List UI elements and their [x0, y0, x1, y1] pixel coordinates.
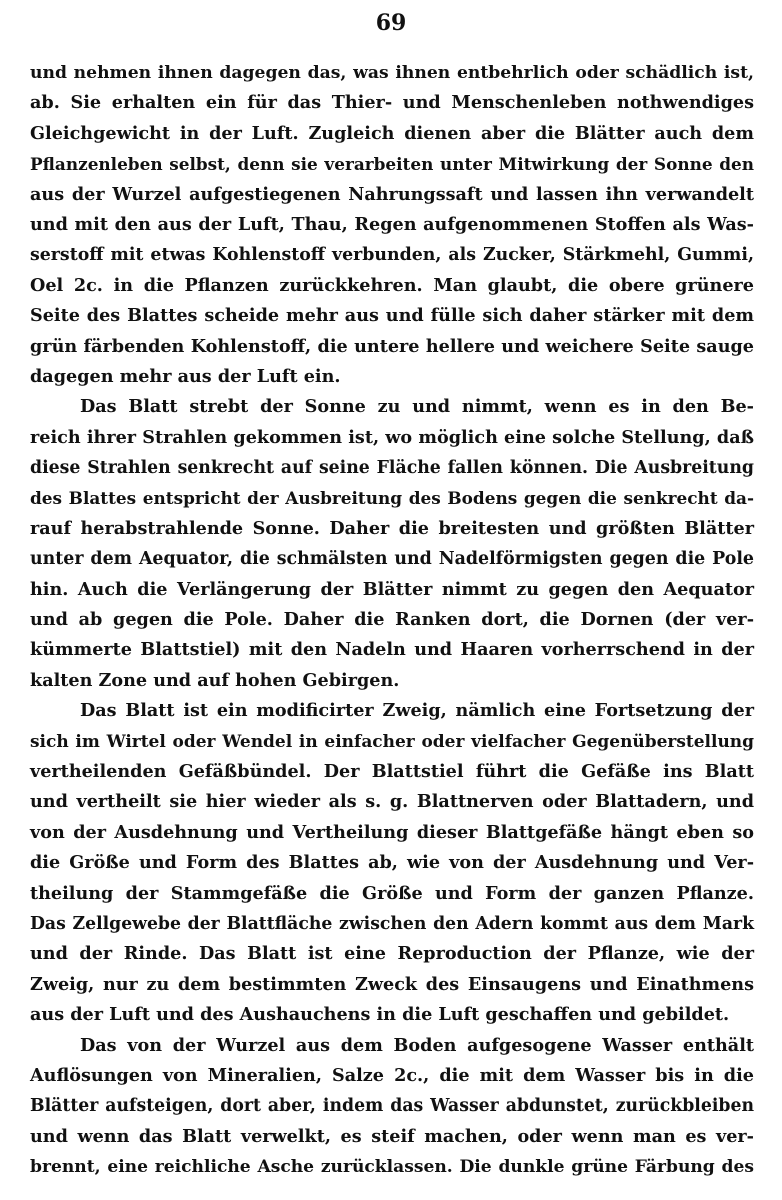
- text-line: Seite des Blattes scheide mehr aus und fülle sich daher stärker mit dem: [30, 305, 754, 327]
- text-line: und wenn das Blatt verwelkt, es steif machen, oder wenn man es ver-: [30, 1125, 754, 1147]
- text-line: grün färbenden Kohlenstoff, die untere hellere und weichere Seite sauge: [30, 335, 754, 357]
- text-line: ab. Sie erhalten ein für das Thier- und Menschenleben nothwendiges: [30, 92, 754, 114]
- text-line: Pflanzenleben selbst, denn sie verarbeiten unter Mitwirkung der Sonne den: [30, 154, 754, 175]
- text-line: theilung der Stammgefäße die Größe und Form der ganzen Pflanze.: [30, 882, 754, 904]
- text-line: und ab gegen die Pole. Daher die Ranken dort, die Dornen (der ver-: [30, 609, 754, 631]
- text-line: rauf herabstrahlende Sonne. Daher die breitesten und größten Blätter: [30, 517, 754, 539]
- text-line: die Größe und Form des Blattes ab, wie von der Ausdehnung und Ver-: [30, 852, 754, 874]
- text-line: Oel 2c. in die Pflanzen zurückkehren. Man glaubt, die obere grünere: [30, 274, 754, 296]
- text-line: serstoff mit etwas Kohlenstoff verbunden, als Zucker, Stärkmehl, Gummi,: [30, 245, 754, 266]
- text-line: und vertheilt sie hier wieder als s. g. Blattnerven oder Blattadern, und: [30, 791, 754, 813]
- text-line: und der Rinde. Das Blatt ist eine Reproduction der Pflanze, wie der: [30, 943, 754, 965]
- text-line: diese Strahlen senkrecht auf seine Fläche fallen können. Die Ausbreitung: [30, 458, 754, 479]
- text-line: und nehmen ihnen dagegen das, was ihnen entbehrlich oder schädlich ist,: [30, 63, 754, 83]
- text-line: vertheilenden Gefäßbündel. Der Blattstiel führt die Gefäße ins Blatt: [30, 760, 754, 782]
- text-line: von der Ausdehnung und Vertheilung dieser Blattgefäße hängt eben so: [30, 821, 754, 843]
- body-text: [30, 58, 754, 1182]
- text-line: des Blattes entspricht der Ausbreitung des Bodens gegen die senkrecht da-: [30, 488, 754, 509]
- text-line: reich ihrer Strahlen gekommen ist, wo möglich eine solche Stellung, daß: [30, 426, 754, 448]
- text-line: brennt, eine reichliche Asche zurücklassen. Die dunkle grüne Färbung des: [30, 1157, 754, 1178]
- text-line: Das Blatt ist ein modificirter Zweig, nämlich eine Fortsetzung der: [80, 700, 754, 722]
- text-line: Gleichgewicht in der Luft. Zugleich dienen aber die Blätter auch dem: [30, 122, 754, 144]
- text-line: sich im Wirtel oder Wendel in einfacher oder vielfacher Gegenüberstellung: [30, 731, 754, 752]
- text-line: Das von der Wurzel aus dem Boden aufgesogene Wasser enthält: [80, 1034, 754, 1056]
- page-number: 69: [375, 10, 407, 36]
- text-line: Zweig, nur zu dem bestimmten Zweck des Einsaugens und Einathmens: [30, 973, 754, 995]
- text-line: kümmerte Blattstiel) mit den Nadeln und Haaren vorherrschend in der: [30, 639, 754, 661]
- text-line: aus der Wurzel aufgestiegenen Nahrungssaft und lassen ihn verwandelt: [30, 183, 754, 205]
- text-line: Blätter aufsteigen, dort aber, indem das Wasser abdunstet, zurückbleiben: [30, 1096, 754, 1117]
- text-line: Das Zellgewebe der Blattfläche zwischen den Adern kommt aus dem Mark: [30, 913, 754, 934]
- text-line: hin. Auch die Verlängerung der Blätter nimmt zu gegen den Aequator: [30, 578, 754, 600]
- text-line: Das Blatt strebt der Sonne zu und nimmt, wenn es in den Be-: [80, 396, 754, 418]
- text-line: dagegen mehr aus der Luft ein.: [30, 365, 341, 387]
- text-line: aus der Luft und des Aushauchens in die Luft geschaffen und gebildet.: [30, 1004, 730, 1026]
- text-line: unter dem Aequator, die schmälsten und Nadelförmigsten gegen die Pole: [30, 549, 754, 570]
- text-line: kalten Zone und auf hohen Gebirgen.: [30, 669, 400, 691]
- text-line: und mit den aus der Luft, Thau, Regen aufgenommenen Stoffen als Was-: [30, 213, 754, 235]
- text-line: Auflösungen von Mineralien, Salze 2c., die mit dem Wasser bis in die: [30, 1064, 754, 1086]
